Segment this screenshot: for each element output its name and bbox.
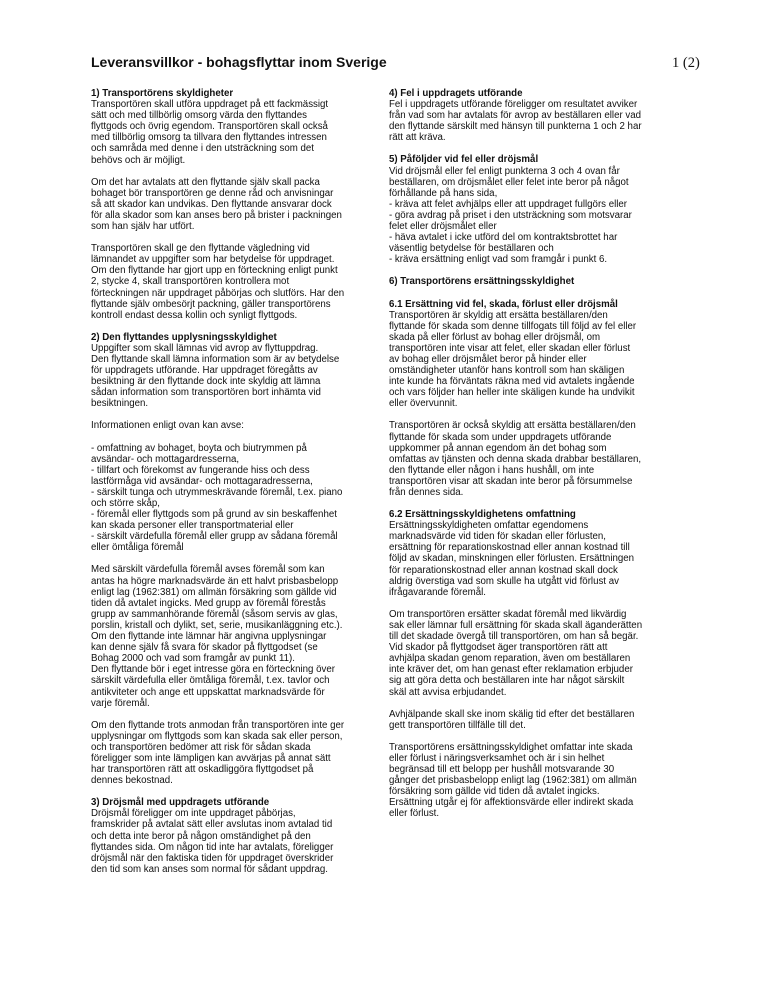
section-paragraph: Om det har avtalats att den flyttande själv skall packa bohaget bör transportören ge denne råd och anvisningar så att skador kan undvikas. Den flyttande ansvarar dock för alla skador som kan anses bero på brister i packningen som han själv har utfört.	[91, 176, 342, 233]
document-section	[389, 154, 679, 265]
document-section	[389, 509, 679, 819]
section-heading: 3) Dröjsmål med uppdragets utförande	[91, 797, 270, 809]
section-paragraph: Transportören skall ge den flyttande vägledning vid lämnandet av uppgifter som har betydelse för uppdraget. Om den flyttande har gjort upp en förteckning enligt punkt 2, stycke 4, skall transportören kontrollera mot förteckningen när uppdraget påbörjas och slutförs. Har den flyttande själv ombesörjt packning, gäller transportörens kontroll endast dessa kollin och synligt flyttgods.	[91, 243, 345, 321]
document-title: Leveransvillkor - bohagsflyttar inom Sverige	[91, 54, 387, 70]
document-section	[389, 276, 679, 287]
section-paragraph: Vid dröjsmål eller fel enligt punkterna 3 och 4 ovan får beställaren, om dröjsmålet eller felet inte beror på något förhållande på hans sida, - kräva att felet avhjälps eller att uppdraget fullgörs eller - göra avdrag på priset i den utsträckning som motsvarar felet eller dröjsmålet eller - häva avtalet i icke utförd del om kontraktsbrottet har väsentlig betydelse för beställaren och - kräva ersättning enligt vad som framgår i punkt 6.	[389, 165, 632, 266]
document-section	[389, 88, 679, 143]
section-paragraph: Om transportören ersätter skadat föremål med likvärdig sak eller lämnar full ersättning för skada skall äganderätten till det skadade övergå till transportören, om han så begär. Vid skador på flyttgodset äger transportören rätt att avhjälpa skadan genom reparation, även om beställaren inte kräver det, om han genast efter reklamation erbjuder sig att göra detta och beställaren inte har något särskilt skäl att avvisa erbjudandet.	[389, 608, 643, 698]
section-paragraph: Transportören skall utföra uppdraget på ett fackmässigt sätt och med tillbörlig omsorg värda den flyttandes flyttgods och övrig egendom. Transportören skall också med tillbörlig omsorg ta tillvara den flyttandes intressen och samråda med denne i den utsträckning som det behövs och är möjligt.	[91, 99, 329, 166]
right-column	[389, 88, 679, 830]
section-paragraph: Uppgifter som skall lämnas vid avrop av flyttuppdrag. Den flyttande skall lämna information som är av betydelse för uppdragets utförande. Har uppdraget föregåtts av besiktning är den flyttande dock inte skyldig att lämna sådan information som transportören bort inhämta vid besiktningen.	[91, 342, 340, 410]
document-section	[91, 797, 381, 875]
section-paragraph: Fel i uppdragets utförande föreligger om resultatet avviker från vad som har avtalats för avrop av beställaren eller vad den flyttande särskilt med hänsyn till punkterna 1 och 2 har rätt att kräva.	[389, 99, 642, 144]
left-column	[91, 88, 381, 886]
section-paragraph: Transportörens ersättningsskyldighet omfattar inte skada eller förlust i näringsverksamhet och är i sin helhet begränsad till ett belopp per hushåll motsvarande 30 gånger det prisbasbelopp enligt lag (1962:381) om allmän försäkring som gällde vid tiden då avtalet ingicks. Ersättning utgår ej för affektionsvärde eller indirekt skada eller förlust.	[389, 741, 637, 820]
section-heading: 1) Transportörens skyldigheter	[91, 88, 234, 99]
section-paragraph: Transportören är också skyldig att ersätta beställaren/den flyttande för skada som under uppdragets utförande uppkommer på annan egendom än det bohag som omfattas av tjänsten och denna skada drabbar beställaren, den flyttande eller någon i hans hushåll, om inte transportören visar att skadan inte beror på försummelse från dennes sida.	[389, 420, 642, 498]
document-section	[91, 332, 381, 786]
section-paragraph: Informationen enligt ovan kan avse:	[91, 420, 244, 432]
section-heading: 6.2 Ersättningsskyldighetens omfattning	[389, 509, 576, 521]
section-heading: 4) Fel i uppdragets utförande	[389, 88, 523, 99]
section-paragraph: Transportören är skyldig att ersätta beställaren/den flyttande för skada som denne tillfogats till följd av fel eller skada på eller förlust av bohag eller dröjsmål, om transportören inte visar att felet, eller skadan eller förlust av bohag eller dröjsmålet beror på hinder eller omständigheter utanför hans kontroll som han skäligen inte kunde ha förväntats räkna med vid avtalets ingående och vars följder han heller inte skäligen kunde ha undvikit eller övervunnit.	[389, 309, 637, 410]
section-paragraph: Avhjälpande skall ske inom skälig tid efter det beställaren gett transportören tillfälle till det.	[389, 708, 635, 731]
section-heading: 2) Den flyttandes upplysningsskyldighet	[91, 331, 277, 343]
page-number: 1 (2)	[672, 55, 700, 71]
section-heading: 5) Påföljder vid fel eller dröjsmål	[389, 154, 539, 166]
document-section	[389, 299, 679, 499]
section-heading: 6) Transportörens ersättningsskyldighet	[389, 276, 575, 288]
section-paragraph: Dröjsmål föreligger om inte uppdraget påbörjas, framskrider på avtalat sätt eller avslutas inom avtalad tid och detta inte beror på någon omständighet på den flyttandes sida. Om någon tid inte har avtalats, föreligger dröjsmål när den faktiska tiden för uppdraget överskrider den tid som kan anses som normal för sådant uppdrag.	[91, 808, 334, 875]
section-paragraph: Med särskilt värdefulla föremål avses föremål som kan antas ha högre marknadsvärde än ett halvt prisbasbelopp enligt lag (1962:381) om allmän försäkring som gällde vid tiden då avtalet ingicks. Med grupp av föremål förestås grupp av sammanhörande föremål (såsom servis av glas, porslin, kristall och dylikt, set, serie, musikanläggning etc.). Om den flyttande inte lämnar här angivna upplysningar kan denne själv få svara för skador på flyttgodset (se Bohag 2000 och vad som framgår av punkt 11). Den flyttande bör i eget intresse göra en förteckning över särskilt värdefulla eller ömtåliga föremål, t.ex. tavlor och antikviteter och ange ett uppskattat marknadsvärde för varje föremål.	[91, 564, 343, 709]
section-paragraph: - omfattning av bohaget, boyta och biutrymmen på avsändar- och mottagardresserna, - tillfart och förekomst av fungerande hiss och dess lastförmåga vid avsändar- och mottagaradresserna, - särskilt tunga och utrymmeskrävande föremål, t.ex. piano och större skåp, - föremål eller flyttgods som på grund av sin beskaffenhet kan skada personer eller transportmaterial eller - särskilt värdefulla föremål eller grupp av sådana föremål eller ömtåliga föremål	[91, 442, 343, 554]
section-heading: 6.1 Ersättning vid fel, skada, förlust eller dröjsmål	[389, 298, 618, 310]
document-section	[91, 88, 381, 321]
section-paragraph: Om den flyttande trots anmodan från transportören inte ger upplysningar om flyttgods som kan skada sak eller person, och transportören bedömer att risk för sådan skada föreligger som inte lämpligen kan avvärjas på annat sätt har transportören rätt att oskadliggöra flyttgodset på dennes bekostnad.	[91, 719, 345, 787]
section-paragraph: Ersättningsskyldigheten omfattar egendomens marknadsvärde vid tiden för skadan eller förlusten, ersättning för reparationskostnad eller annan kostnad till följd av skadan, minskningen eller förlusten. Ersättningen för reparationskostnad eller annan kostnad skall dock aldrig överstiga vad som skulle ha utgått vid förlust av ifrågavarande föremål.	[389, 520, 635, 598]
